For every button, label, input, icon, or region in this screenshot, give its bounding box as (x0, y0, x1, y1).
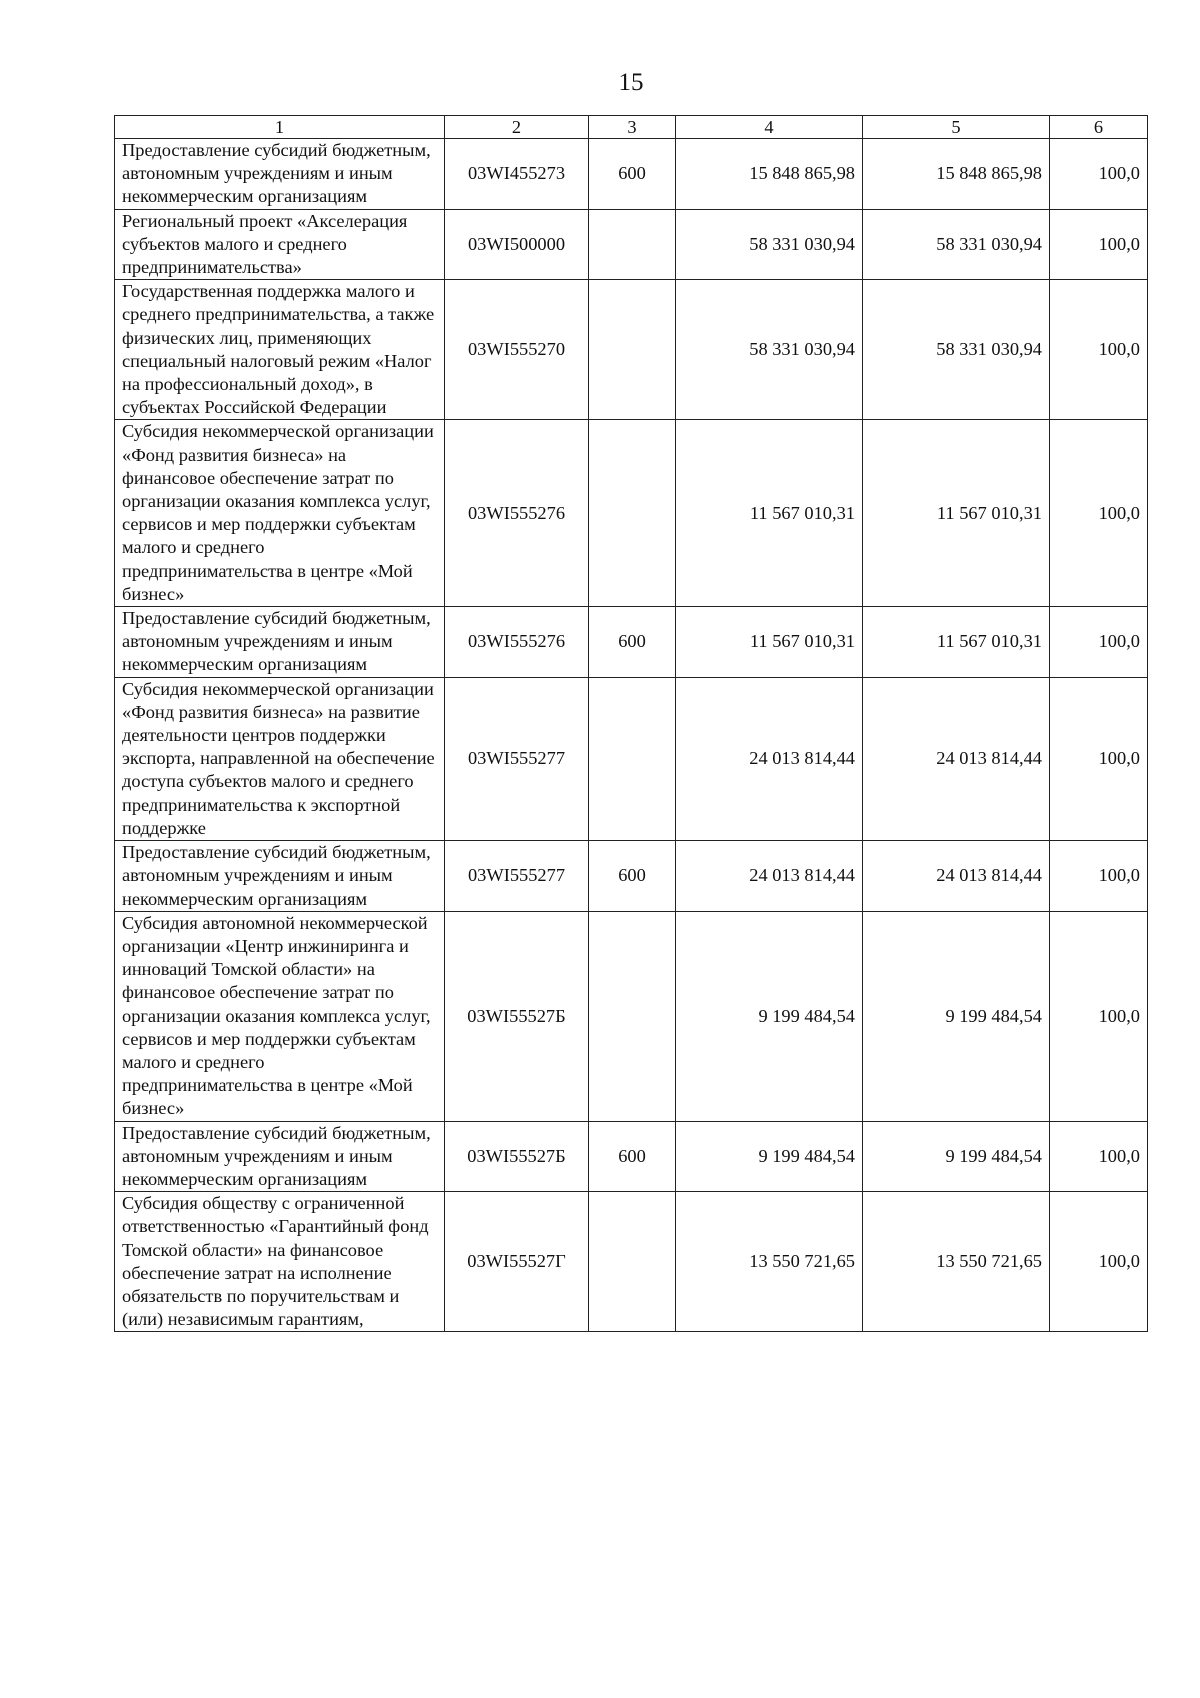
column-header: 5 (863, 116, 1050, 139)
column-header: 3 (589, 116, 676, 139)
row-code-cell: 03WI55527Г (445, 1192, 589, 1332)
row-kind-cell: 600 (589, 1121, 676, 1192)
row-plan-cell: 24 013 814,44 (676, 841, 863, 912)
row-plan-cell: 13 550 721,65 (676, 1192, 863, 1332)
row-kind-cell (589, 1192, 676, 1332)
column-header: 1 (115, 116, 445, 139)
row-kind-cell: 600 (589, 841, 676, 912)
row-name-cell: Предоставление субсидий бюджетным, автономным учреждениям и иным некоммерческим организациям (115, 139, 445, 210)
row-fact-cell: 13 550 721,65 (863, 1192, 1050, 1332)
row-fact-cell: 15 848 865,98 (863, 139, 1050, 210)
row-percent-cell: 100,0 (1050, 139, 1148, 210)
row-plan-cell: 58 331 030,94 (676, 280, 863, 420)
row-fact-cell: 24 013 814,44 (863, 841, 1050, 912)
page-number: 15 (618, 69, 644, 96)
row-code-cell: 03WI555277 (445, 677, 589, 840)
table-header-row (115, 116, 1148, 139)
row-plan-cell: 11 567 010,31 (676, 607, 863, 678)
row-name-cell: Субсидия автономной некоммерческой организации «Центр инжиниринга и инноваций Томской области» на финансовое обеспечение затрат по организации оказания комплекса услуг, сервисов и мер поддержки субъектам малого и среднего предпринимательства в центре «Мой бизнес» (115, 911, 445, 1121)
table-row (115, 1192, 1148, 1332)
row-kind-cell (589, 209, 676, 280)
table-row (115, 209, 1148, 280)
table-row (115, 677, 1148, 840)
column-header: 6 (1050, 116, 1148, 139)
row-kind-cell (589, 911, 676, 1121)
row-percent-cell: 100,0 (1050, 607, 1148, 678)
row-code-cell: 03WI455273 (445, 139, 589, 210)
row-plan-cell: 58 331 030,94 (676, 209, 863, 280)
row-name-cell: Субсидия некоммерческой организации «Фонд развития бизнеса» на развитие деятельности центров поддержки экспорта, направленной на обеспечение доступа субъектов малого и среднего предпринимательства к экспортной поддержке (115, 677, 445, 840)
column-header: 4 (676, 116, 863, 139)
table-row (115, 420, 1148, 607)
row-name-cell: Предоставление субсидий бюджетным, автономным учреждениям и иным некоммерческим организациям (115, 1121, 445, 1192)
row-percent-cell: 100,0 (1050, 1121, 1148, 1192)
row-kind-cell: 600 (589, 607, 676, 678)
row-fact-cell: 11 567 010,31 (863, 420, 1050, 607)
table-row (115, 1121, 1148, 1192)
row-fact-cell: 24 013 814,44 (863, 677, 1050, 840)
row-percent-cell: 100,0 (1050, 280, 1148, 420)
row-name-cell: Субсидия обществу с ограниченной ответственностью «Гарантийный фонд Томской области» на финансовое обеспечение затрат на исполнение обязательств по поручительствам и (или) независимым гарантиям, (115, 1192, 445, 1332)
row-fact-cell: 11 567 010,31 (863, 607, 1050, 678)
table-row (115, 139, 1148, 210)
row-fact-cell: 58 331 030,94 (863, 209, 1050, 280)
row-plan-cell: 9 199 484,54 (676, 911, 863, 1121)
row-kind-cell (589, 420, 676, 607)
row-percent-cell: 100,0 (1050, 209, 1148, 280)
row-percent-cell: 100,0 (1050, 1192, 1148, 1332)
table-row (115, 841, 1148, 912)
budget-table (114, 115, 1148, 1332)
row-name-cell: Субсидия некоммерческой организации «Фонд развития бизнеса» на финансовое обеспечение затрат по организации оказания комплекса услуг, сервисов и мер поддержки субъектам малого и среднего предпринимательства в центре «Мой бизнес» (115, 420, 445, 607)
row-kind-cell (589, 280, 676, 420)
row-percent-cell: 100,0 (1050, 841, 1148, 912)
table-row (115, 911, 1148, 1121)
column-header: 2 (445, 116, 589, 139)
row-code-cell: 03WI555276 (445, 420, 589, 607)
row-code-cell: 03WI55527Б (445, 1121, 589, 1192)
row-fact-cell: 9 199 484,54 (863, 911, 1050, 1121)
row-name-cell: Государственная поддержка малого и среднего предпринимательства, а также физических лиц, применяющих специальный налоговый режим «Налог на профессиональный доход», в субъектах Российской Федерации (115, 280, 445, 420)
row-code-cell: 03WI555277 (445, 841, 589, 912)
row-code-cell: 03WI55527Б (445, 911, 589, 1121)
row-name-cell: Предоставление субсидий бюджетным, автономным учреждениям и иным некоммерческим организациям (115, 841, 445, 912)
row-fact-cell: 9 199 484,54 (863, 1121, 1050, 1192)
row-kind-cell (589, 677, 676, 840)
row-fact-cell: 58 331 030,94 (863, 280, 1050, 420)
row-plan-cell: 9 199 484,54 (676, 1121, 863, 1192)
row-percent-cell: 100,0 (1050, 677, 1148, 840)
row-percent-cell: 100,0 (1050, 420, 1148, 607)
row-kind-cell: 600 (589, 139, 676, 210)
row-code-cell: 03WI555276 (445, 607, 589, 678)
row-plan-cell: 15 848 865,98 (676, 139, 863, 210)
table-row (115, 607, 1148, 678)
row-code-cell: 03WI500000 (445, 209, 589, 280)
row-plan-cell: 11 567 010,31 (676, 420, 863, 607)
table-row (115, 280, 1148, 420)
row-code-cell: 03WI555270 (445, 280, 589, 420)
row-percent-cell: 100,0 (1050, 911, 1148, 1121)
row-plan-cell: 24 013 814,44 (676, 677, 863, 840)
row-name-cell: Предоставление субсидий бюджетным, автономным учреждениям и иным некоммерческим организациям (115, 607, 445, 678)
row-name-cell: Региональный проект «Акселерация субъектов малого и среднего предпринимательства» (115, 209, 445, 280)
